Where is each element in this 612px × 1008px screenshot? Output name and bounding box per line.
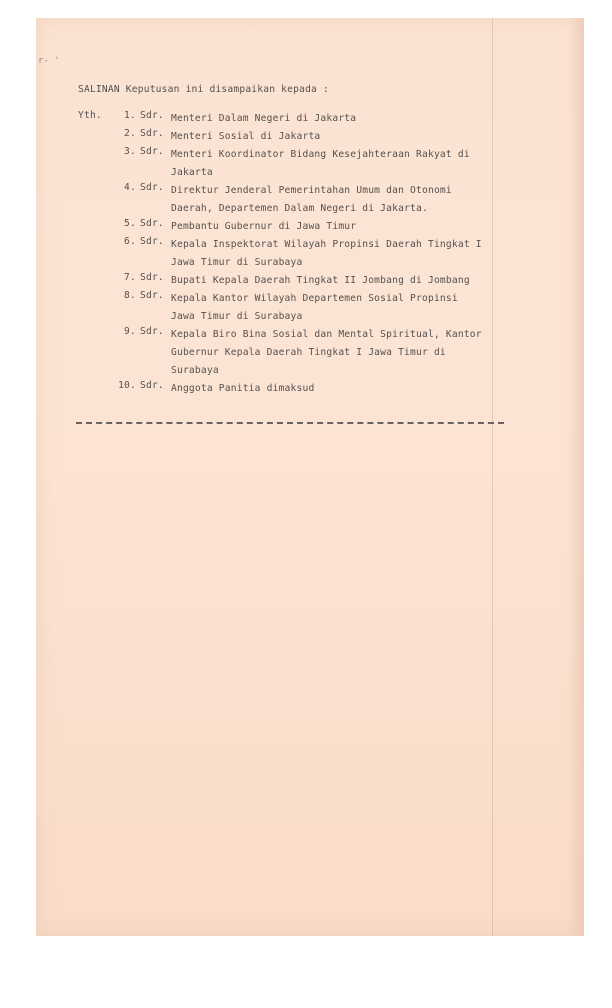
recipient-number: 3. <box>124 146 136 157</box>
page-fold-line <box>492 18 493 936</box>
page-edge-shadow <box>568 18 584 936</box>
recipient-number: 6. <box>124 236 136 247</box>
recipient-text: Anggota Panitia dimaksud <box>171 383 315 394</box>
distribution-header: SALINAN Keputusan ini disampaikan kepada : <box>78 84 329 95</box>
recipient-number: 4. <box>124 182 136 193</box>
recipient-number: 7. <box>124 272 136 283</box>
recipient-title: Sdr. <box>140 326 164 337</box>
document-page <box>36 18 584 936</box>
recipient-title: Sdr. <box>140 272 164 283</box>
recipient-title: Sdr. <box>140 146 164 157</box>
recipient-text: Kepala Inspektorat Wilayah Propinsi Daerah Tingkat I Jawa Timur di Surabaya <box>171 239 482 268</box>
recipient-text: Kepala Biro Bina Sosial dan Mental Spiritual, Kantor Gubernur Kepala Daerah Tingkat I Jawa Timur di Surabaya <box>171 329 482 376</box>
recipient-text: Menteri Dalam Negeri di Jakarta <box>171 113 357 124</box>
recipient-title: Sdr. <box>140 110 164 121</box>
recipient-title: Sdr. <box>140 380 164 391</box>
recipient-text: Kepala Kantor Wilayah Departemen Sosial Propinsi Jawa Timur di Surabaya <box>171 293 458 322</box>
recipient-number: 9. <box>124 326 136 337</box>
recipient-title: Sdr. <box>140 182 164 193</box>
recipient-title: Sdr. <box>140 128 164 139</box>
recipient-title: Sdr. <box>140 218 164 229</box>
recipient-number: 8. <box>124 290 136 301</box>
recipient-number: 2. <box>124 128 136 139</box>
recipient-text: Menteri Sosial di Jakarta <box>171 131 321 142</box>
yth-label: Yth. <box>78 110 102 121</box>
recipient-number: 1. <box>124 110 136 121</box>
recipient-text: Menteri Koordinator Bidang Kesejahteraan Rakyat di Jakarta <box>171 149 470 178</box>
margin-mark: r- ' <box>38 56 60 66</box>
dashed-separator <box>76 422 504 424</box>
recipient-title: Sdr. <box>140 236 164 247</box>
recipient-text: Bupati Kepala Daerah Tingkat II Jombang di Jombang <box>171 275 470 286</box>
recipient-number: 5. <box>124 218 136 229</box>
recipient-number: 10. <box>118 380 136 391</box>
recipient-text: Direktur Jenderal Pemerintahan Umum dan Otonomi Daerah, Departemen Dalam Negeri di Jakarta. <box>171 185 452 214</box>
recipient-text: Pembantu Gubernur di Jawa Timur <box>171 221 357 232</box>
recipient-title: Sdr. <box>140 290 164 301</box>
